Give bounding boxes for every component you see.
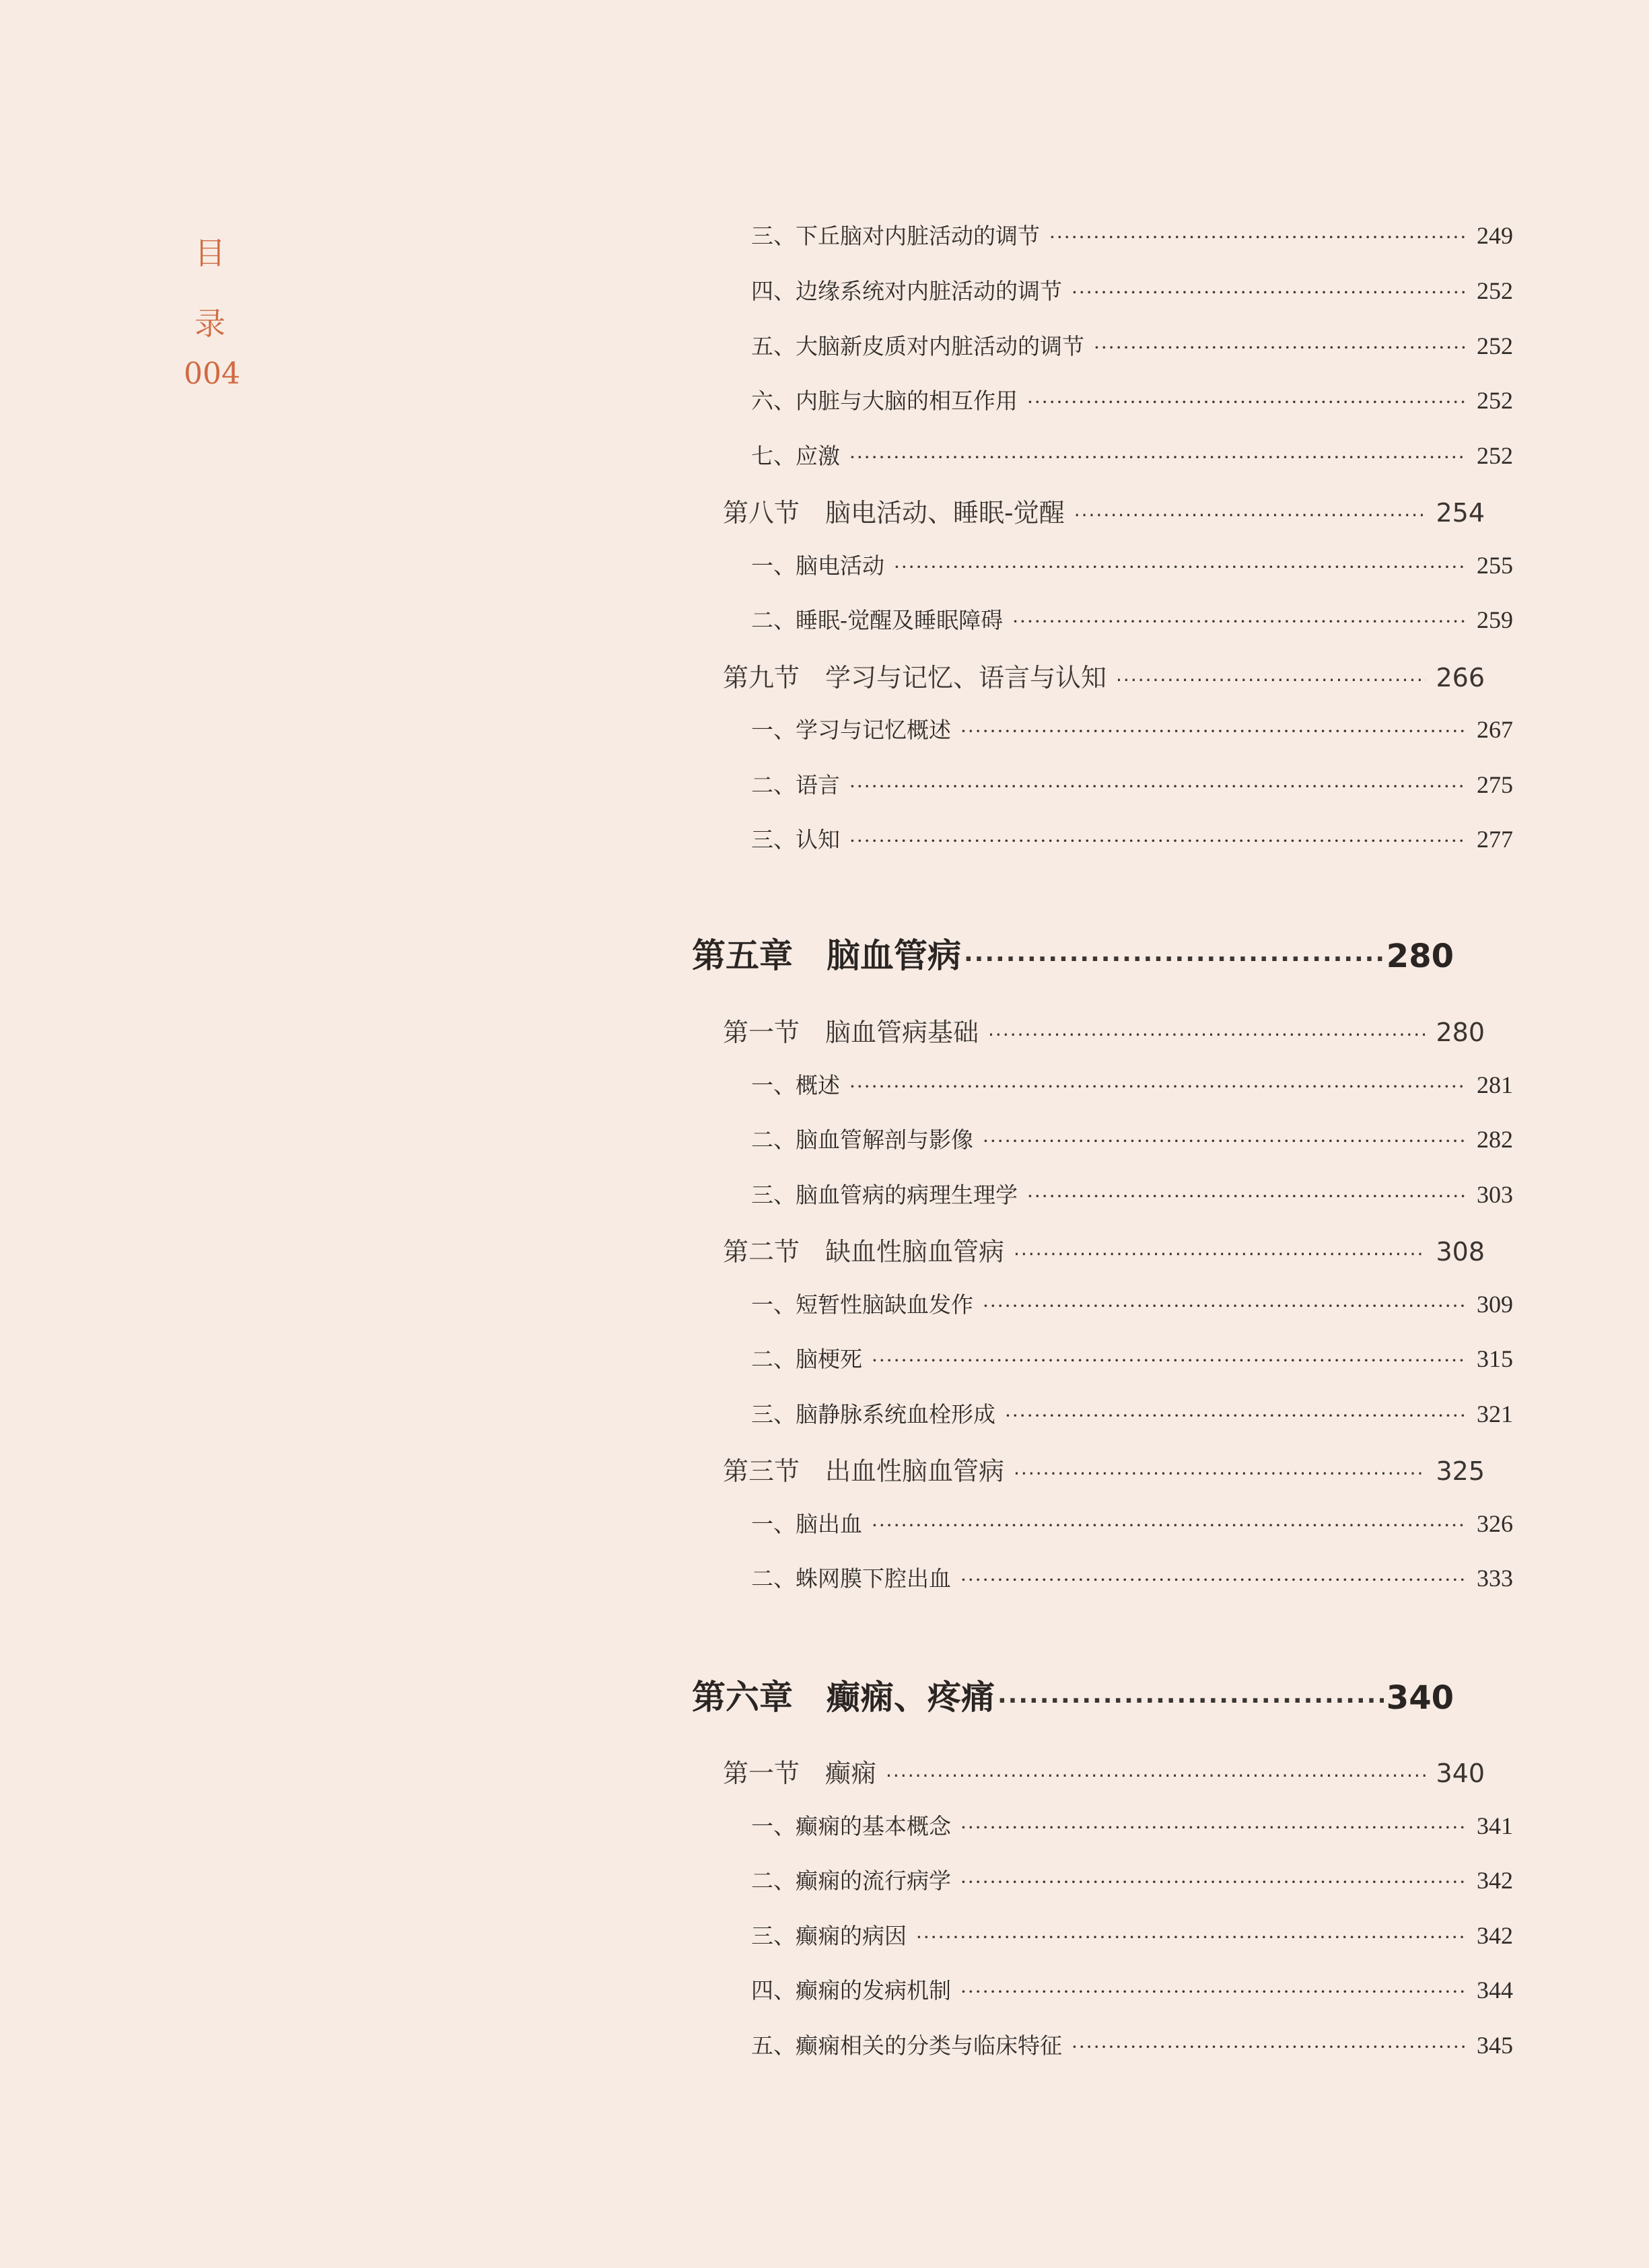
toc-entry-page: 333 [1477,1565,1513,1592]
toc-entry-page: 249 [1477,222,1513,249]
toc-entry[interactable] [692,657,1485,694]
dot-leader [1074,504,1427,526]
toc-entry[interactable] [692,274,1513,306]
toc-entry-page: 275 [1477,771,1513,798]
toc-entry-title: 二、蛛网膜下腔出血 [751,1565,951,1592]
toc-entry-page: 252 [1477,332,1513,359]
dot-leader [872,1349,1467,1372]
toc-entry-page: 308 [1436,1237,1485,1267]
toc-entry[interactable] [692,2028,1513,2060]
dot-leader [1005,1405,1467,1427]
toc-entry[interactable] [692,603,1513,635]
toc-entry[interactable] [692,492,1485,529]
toc-heading-char-2: 录 [195,306,225,342]
toc-entry-page: 326 [1477,1510,1513,1537]
toc-entry[interactable] [692,1342,1513,1374]
dot-leader [1072,281,1467,304]
toc-entry-page: 325 [1436,1456,1485,1486]
toc-entry[interactable] [692,384,1513,415]
page-number: 004 [184,357,240,391]
toc-entry-page: 281 [1477,1071,1513,1098]
toc-entry[interactable] [692,1450,1485,1487]
dot-leader [983,1130,1467,1152]
toc-entry-title: 一、概述 [751,1072,840,1098]
toc-entry-title: 四、癫痫的发病机制 [751,1977,951,2004]
dot-leader [1116,669,1426,691]
toc-entry-page: 341 [1477,1812,1513,1839]
toc-entry[interactable] [692,1864,1513,1895]
toc-entry[interactable] [692,822,1513,854]
toc-entry-page: 252 [1477,277,1513,304]
toc-entry-title: 三、癫痫的病因 [751,1923,907,1949]
dot-leader [1027,1185,1467,1207]
toc-entry-title: 第六章 癫痫、疼痛 [692,1678,995,1717]
dot-leader [886,1765,1426,1787]
dot-leader [960,1816,1467,1839]
toc-entry[interactable] [692,768,1513,800]
toc-entry-title: 第九节 学习与记忆、语言与认知 [723,663,1107,693]
toc-entry-title: 三、脑血管病的病理生理学 [751,1182,1018,1208]
toc-entry[interactable] [692,439,1513,470]
toc-entry-title: 六、内脏与大脑的相互作用 [751,388,1018,414]
dot-leader [872,1514,1467,1536]
dot-leader [960,1871,1467,1893]
toc-entry-title: 三、下丘脑对内脏活动的调节 [751,223,1040,249]
toc-entry[interactable] [692,1561,1513,1593]
toc-entry[interactable] [692,1068,1513,1100]
toc-entry[interactable] [692,1012,1485,1049]
dot-leader [960,1569,1467,1591]
toc-entry-title: 四、边缘系统对内脏活动的调节 [751,278,1062,304]
toc-entry[interactable] [692,1507,1513,1538]
toc-entry-title: 五、大脑新皮质对内脏活动的调节 [751,333,1084,359]
dot-leader [849,1075,1467,1098]
dot-leader [988,1024,1426,1046]
toc-entry-title: 第八节 脑电活动、睡眠-觉醒 [723,498,1065,528]
toc-entry-title: 第一节 脑血管病基础 [723,1018,979,1047]
toc-entry-title: 三、脑静脉系统血栓形成 [751,1401,995,1427]
toc-entry-title: 二、脑梗死 [751,1346,862,1372]
toc-entry[interactable] [692,1670,1454,1719]
toc-entry[interactable] [692,1231,1485,1268]
dot-leader [997,1687,1384,1715]
toc-entry[interactable] [692,1287,1513,1319]
toc-entry-page: 280 [1386,937,1454,975]
toc-entry-page: 252 [1477,387,1513,414]
dot-leader [1027,391,1467,413]
toc-entry-title: 第五章 脑血管病 [692,936,961,975]
dot-leader [1014,1462,1426,1485]
toc-entry-page: 303 [1477,1181,1513,1208]
dot-leader [1072,2036,1467,2058]
dot-leader [849,775,1467,798]
toc-entry-title: 一、短暂性脑缺血发作 [751,1291,973,1318]
toc-entry-title: 第三节 出血性脑血管病 [723,1456,1005,1486]
table-of-contents [692,0,1513,2268]
toc-entry-title: 二、语言 [751,772,840,798]
dot-leader [983,1295,1467,1317]
toc-entry-title: 一、癫痫的基本概念 [751,1813,951,1839]
toc-entry[interactable] [692,1397,1513,1429]
dot-leader [1049,226,1467,248]
toc-entry-page: 340 [1386,1679,1454,1717]
toc-entry-page: 255 [1477,552,1513,579]
toc-entry[interactable] [692,1752,1485,1789]
toc-entry-page: 259 [1477,606,1513,633]
toc-entry[interactable] [692,219,1513,250]
toc-entry-page: 340 [1436,1759,1485,1788]
toc-entry-page: 277 [1477,826,1513,853]
toc-entry-page: 321 [1477,1401,1513,1427]
dot-leader [849,830,1467,852]
toc-entry-page: 280 [1436,1018,1485,1047]
dot-leader [894,556,1467,578]
toc-entry-page: 345 [1477,2032,1513,2059]
toc-entry-page: 267 [1477,716,1513,743]
toc-entry-title: 第二节 缺血性脑血管病 [723,1237,1005,1267]
toc-entry-page: 282 [1477,1126,1513,1153]
toc-entry-page: 254 [1436,498,1485,528]
toc-entry-title: 二、癫痫的流行病学 [751,1868,951,1894]
toc-entry[interactable] [692,548,1513,580]
dot-leader [916,1926,1467,1948]
toc-entry-title: 一、脑出血 [751,1511,862,1537]
toc-entry[interactable] [692,1178,1513,1209]
toc-entry-page: 309 [1477,1291,1513,1318]
toc-entry-title: 二、脑血管解剖与影像 [751,1127,973,1153]
dot-leader [960,1981,1467,2003]
toc-entry-page: 342 [1477,1922,1513,1949]
toc-entry-title: 一、脑电活动 [751,553,884,579]
toc-entry-title: 第一节 癫痫 [723,1759,877,1788]
dot-leader [1014,1243,1426,1265]
dot-leader [849,446,1467,468]
toc-entry-title: 二、睡眠-觉醒及睡眠障碍 [751,607,1004,633]
toc-entry-title: 一、学习与记忆概述 [751,717,951,743]
toc-entry-title: 三、认知 [751,826,840,853]
toc-entry-page: 342 [1477,1867,1513,1894]
toc-entry[interactable] [692,1919,1513,1950]
toc-entry-page: 252 [1477,442,1513,469]
toc-entry[interactable] [692,929,1454,977]
toc-entry[interactable] [692,329,1513,361]
toc-entry[interactable] [692,1973,1513,2005]
dot-leader [964,946,1384,973]
toc-entry[interactable] [692,1809,1513,1841]
toc-entry-title: 七、应激 [751,443,840,469]
toc-entry-title: 五、癫痫相关的分类与临床特征 [751,2032,1062,2059]
toc-entry[interactable] [692,713,1513,744]
toc-entry-page: 266 [1436,663,1485,693]
toc-entry-page: 344 [1477,1977,1513,2004]
toc-entry[interactable] [692,1123,1513,1154]
toc-heading-char-1: 目 [195,235,225,271]
dot-leader [960,720,1467,742]
dot-leader [1094,336,1467,359]
toc-entry-page: 315 [1477,1345,1513,1372]
dot-leader [1012,610,1467,633]
